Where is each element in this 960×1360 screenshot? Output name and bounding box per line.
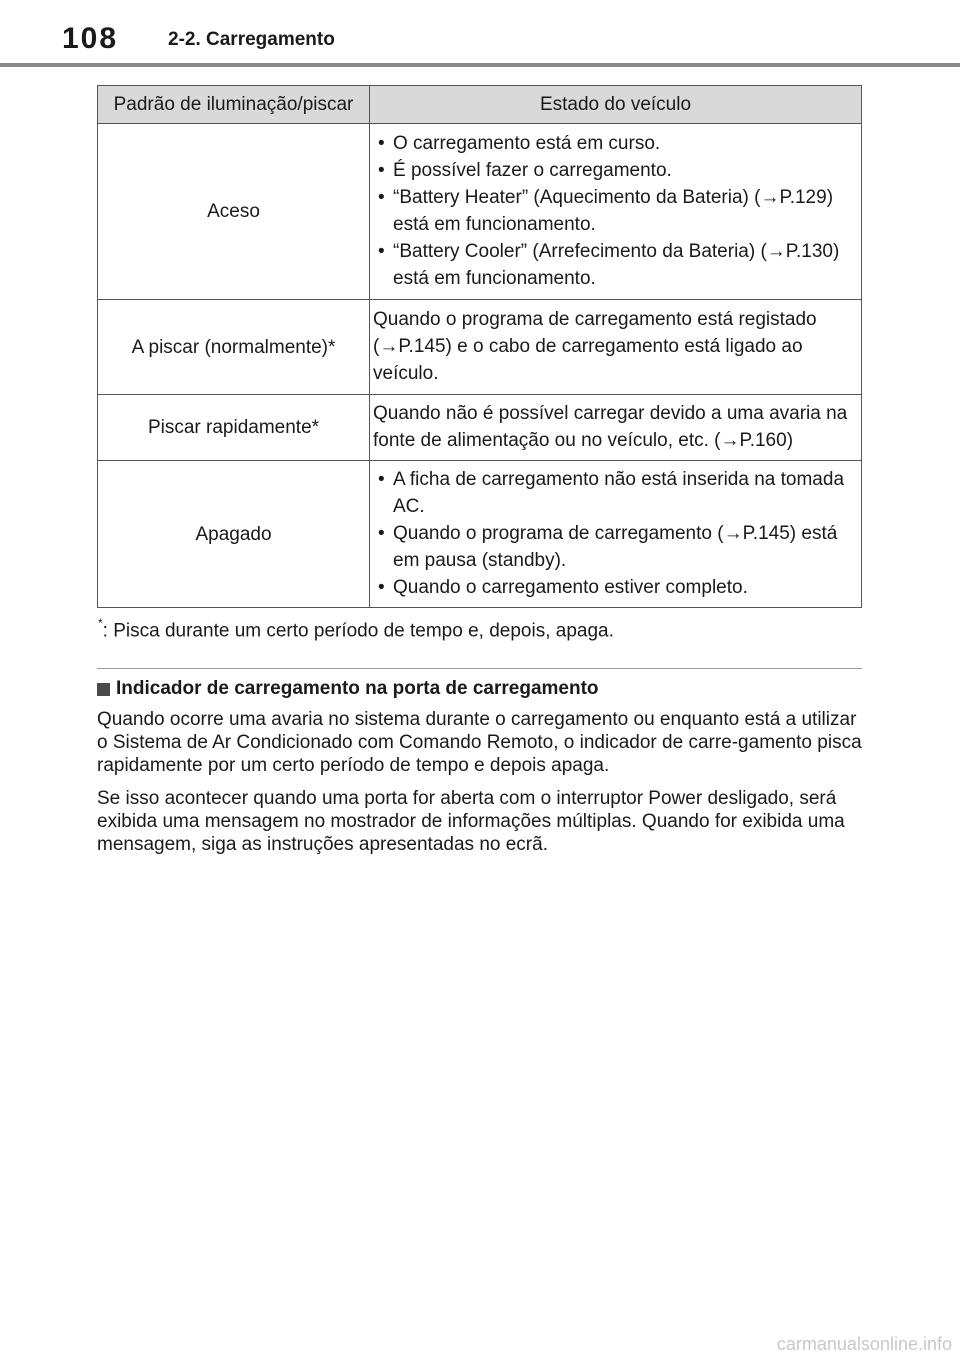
- page-number: 108: [62, 22, 119, 55]
- list-item: • “Battery Heater” (Aquecimento da Bateria) (→P.129) está em funcionamento.: [373, 184, 855, 238]
- charging-status-table: [97, 85, 862, 608]
- paragraph: Quando ocorre uma avaria no sistema durante o carregamento ou enquanto está a utilizar o Sistema de Ar Condicionado com Comando Remoto, o indicador de carre-gamento pisca rapidamente por um certo período de tempo e depois apaga.: [97, 709, 862, 776]
- list-item: • O carregamento está em curso.: [373, 130, 855, 157]
- list-item: • Quando o carregamento estiver completo.: [373, 574, 855, 601]
- table-row: [98, 124, 862, 300]
- footnote-marker: *: [98, 616, 103, 630]
- state-cell: [370, 461, 862, 608]
- list-item: • “Battery Cooler” (Arrefecimento da Bateria) (→P.130) está em funcionamento.: [373, 238, 855, 292]
- pattern-cell: Aceso: [98, 124, 370, 300]
- section-heading-text: Indicador de carregamento na porta de carregamento: [116, 678, 599, 699]
- watermark: carmanualsonline.info: [776, 1334, 952, 1354]
- state-bullet-list: [373, 130, 855, 292]
- square-bullet-icon: [97, 683, 110, 696]
- state-cell: Quando o programa de carregamento está registado (→P.145) e o cabo de carregamento está ligado ao veículo.: [370, 300, 862, 395]
- state-cell: Quando não é possível carregar devido a uma avaria na fonte de alimentação ou no veículo, etc. (→P.160): [370, 395, 862, 461]
- paragraph: Se isso acontecer quando uma porta for aberta com o interruptor Power desligado, será exibida uma mensagem no mostrador de informações múltiplas. Quando for exibida uma mensagem, siga as instruções apresentadas no ecrã.: [97, 788, 845, 855]
- footnote: [98, 618, 614, 642]
- section-divider: [97, 668, 862, 669]
- header-rule: [0, 63, 960, 67]
- table-row: [98, 461, 862, 608]
- section-heading: [97, 678, 599, 700]
- table-row: [98, 300, 862, 395]
- pattern-cell: Apagado: [98, 461, 370, 608]
- table-header-row: [98, 86, 862, 124]
- pattern-cell: Piscar rapidamente*: [98, 395, 370, 461]
- list-item: • A ficha de carregamento não está inserida na tomada AC.: [373, 466, 855, 520]
- list-item: • É possível fazer o carregamento.: [373, 157, 855, 184]
- footnote-text: : Pisca durante um certo período de tempo e, depois, apaga.: [102, 620, 614, 642]
- list-item: • Quando o programa de carregamento (→P.145) está em pausa (standby).: [373, 520, 855, 574]
- column-header-state: Estado do veículo: [370, 86, 862, 124]
- column-header-pattern: Padrão de iluminação/piscar: [98, 86, 370, 124]
- table-row: [98, 395, 862, 461]
- pattern-cell: A piscar (normalmente)*: [98, 300, 370, 395]
- page-header: [0, 0, 960, 66]
- state-bullet-list: [373, 466, 855, 601]
- section-title: 2-2. Carregamento: [168, 29, 335, 50]
- state-cell: [370, 124, 862, 300]
